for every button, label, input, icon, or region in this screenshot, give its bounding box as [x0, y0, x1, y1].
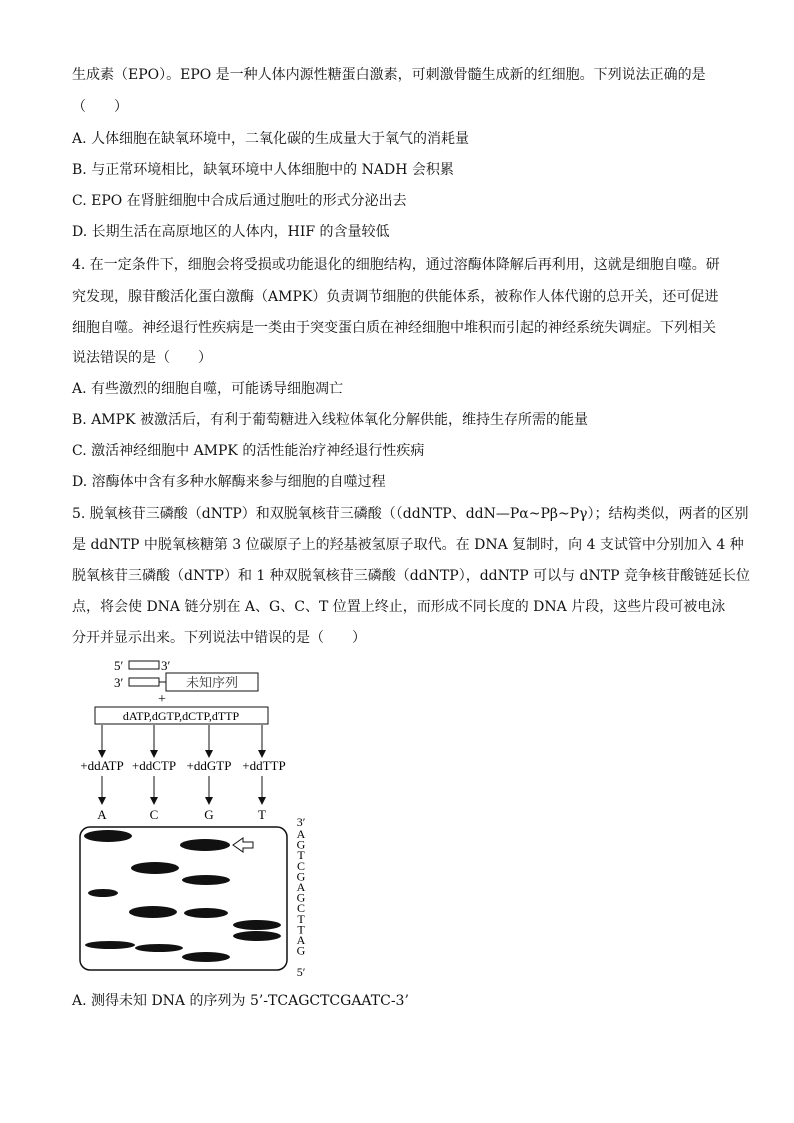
band-t-2: [233, 931, 281, 941]
q5-stem-line-1: 5. 脱氧核苷三磷酸（dNTP）和双脱氧核苷三磷酸（（ddNTP、ddN—Pα~Pβ~Pγ）；结构类似，两者的区别: [72, 506, 749, 522]
band-c-1: [131, 862, 179, 874]
sequence-letter: G: [296, 943, 306, 958]
q3-option-b: B. 与正常环境相比，缺氧环境中人体细胞中的 NADH 会积累: [72, 162, 454, 178]
q5-stem-line-5: 分开并显示出来。下列说法中错误的是（ ）: [72, 630, 366, 646]
sequence-letter: G: [296, 837, 306, 852]
ddatp-label: +ddATP: [80, 758, 124, 773]
template-3prime-label: 3′: [114, 675, 124, 690]
template-primed-region: [129, 678, 159, 686]
sequence-letter: G: [296, 869, 306, 884]
sequence-letter: A: [296, 827, 306, 841]
q5-option-a: A. 测得未知 DNA 的序列为 5’-TCAGCTCGAATC-3’: [72, 993, 409, 1009]
band-g-3: [184, 908, 228, 918]
sequence-letter: A: [296, 933, 306, 947]
q3-stem-line-1: 生成素（EPO）。EPO 是一种人体内源性糖蛋白激素，可刺激骨髓生成新的红细胞。下列说法正确的是: [72, 67, 706, 83]
band-g-1: [180, 839, 230, 851]
ddctp-label: +ddCTP: [131, 758, 177, 773]
sequence-letter: G: [296, 890, 306, 905]
seq-5prime-label: 5′: [296, 965, 306, 979]
lane-label-g: G: [204, 807, 214, 822]
seq-3prime-label: 3′: [296, 815, 306, 829]
q5-stem-line-4: 点，将会使 DNA 链分别在 A、G、C、T 位置上终止，而形成不同长度的 DNA 片段，这些片段可被电泳: [72, 599, 726, 615]
q4-option-c: C. 激活神经细胞中 AMPK 的活性能治疗神经退行性疾病: [72, 443, 425, 459]
sequence-letter: T: [297, 911, 305, 926]
band-t-1: [233, 920, 281, 930]
q3-option-c: C. EPO 在肾脏细胞中合成后通过胞吐的形式分泌出去: [72, 193, 407, 209]
ddttp-label: +ddTTP: [242, 758, 286, 773]
q5-stem-line-3: 脱氧核苷三磷酸（dNTP）和 1 种双脱氧核苷三磷酸（ddNTP），ddNTP 可以与 dNTP 竞争核苷酸链延长位: [72, 568, 750, 584]
band-c-3: [135, 944, 183, 952]
lane-label-t: T: [258, 807, 266, 822]
q4-option-d: D. 溶酶体中含有多种水解酶来参与细胞的自噬过程: [72, 474, 386, 490]
q4-stem-line-4: 说法错误的是（ ）: [72, 350, 212, 366]
q4-stem-line-2: 究发现，腺苷酸活化蛋白激酶（AMPK）负责调节细胞的供能体系，被称作人体代谢的总开关，还可促进: [72, 289, 719, 305]
primer-3prime-label: 3′: [161, 658, 171, 673]
q4-stem-line-1: 4. 在一定条件下，细胞会将受损或功能退化的细胞结构，通过溶酶体降解后再利用，这就是细胞自噬。研: [72, 257, 720, 273]
primer-5prime-label: 5′: [114, 658, 124, 673]
q3-stem-line-2: （ ）: [72, 99, 128, 115]
band-g-4: [182, 952, 230, 962]
q4-option-a: A. 有些激烈的细胞自噬，可能诱导细胞凋亡: [72, 381, 344, 397]
unknown-sequence-label: 未知序列: [185, 675, 239, 690]
sequence-letter: T: [297, 848, 305, 863]
lane-label-c: C: [149, 807, 159, 822]
plus-sign: +: [158, 692, 166, 707]
primer-strand: [129, 661, 159, 669]
band-a-1: [84, 830, 132, 842]
q3-option-a: A. 人体细胞在缺氧环境中，二氧化碳的生成量大于氧气的消耗量: [72, 131, 470, 147]
band-g-2: [182, 875, 230, 885]
sequence-letter: C: [296, 901, 306, 916]
sequence-letter: T: [297, 922, 305, 937]
dntp-label: dATP,dGTP,dCTP,dTTP: [122, 709, 240, 723]
ddgtp-label: +ddGTP: [186, 758, 232, 773]
band-c-2: [129, 906, 177, 918]
q3-option-d: D. 长期生活在高原地区的人体内，HIF 的含量较低: [72, 224, 390, 240]
q5-stem-line-2: 是 ddNTP 中脱氧核糖第 3 位碳原子上的羟基被氢原子取代。在 DNA 复制时，向 4 支试管中分别加入 4 种: [72, 537, 744, 553]
gel-bands: [84, 830, 281, 962]
q4-stem-line-3: 细胞自噬。神经退行性疾病是一类由于突变蛋白质在神经细胞中堆积而引起的神经系统失调症。下列相关: [72, 320, 716, 336]
band-a-2: [88, 889, 118, 897]
lane-label-a: A: [97, 807, 107, 822]
band-a-3: [85, 941, 135, 949]
sequence-letters: [297, 827, 306, 958]
band-pointer-arrow: [233, 838, 253, 852]
q4-option-b: B. AMPK 被激活后，有利于葡萄糖进入线粒体氧化分解供能，维持生存所需的能量: [72, 412, 588, 428]
sequence-letter: A: [296, 880, 306, 894]
sequence-letter: C: [296, 858, 306, 873]
